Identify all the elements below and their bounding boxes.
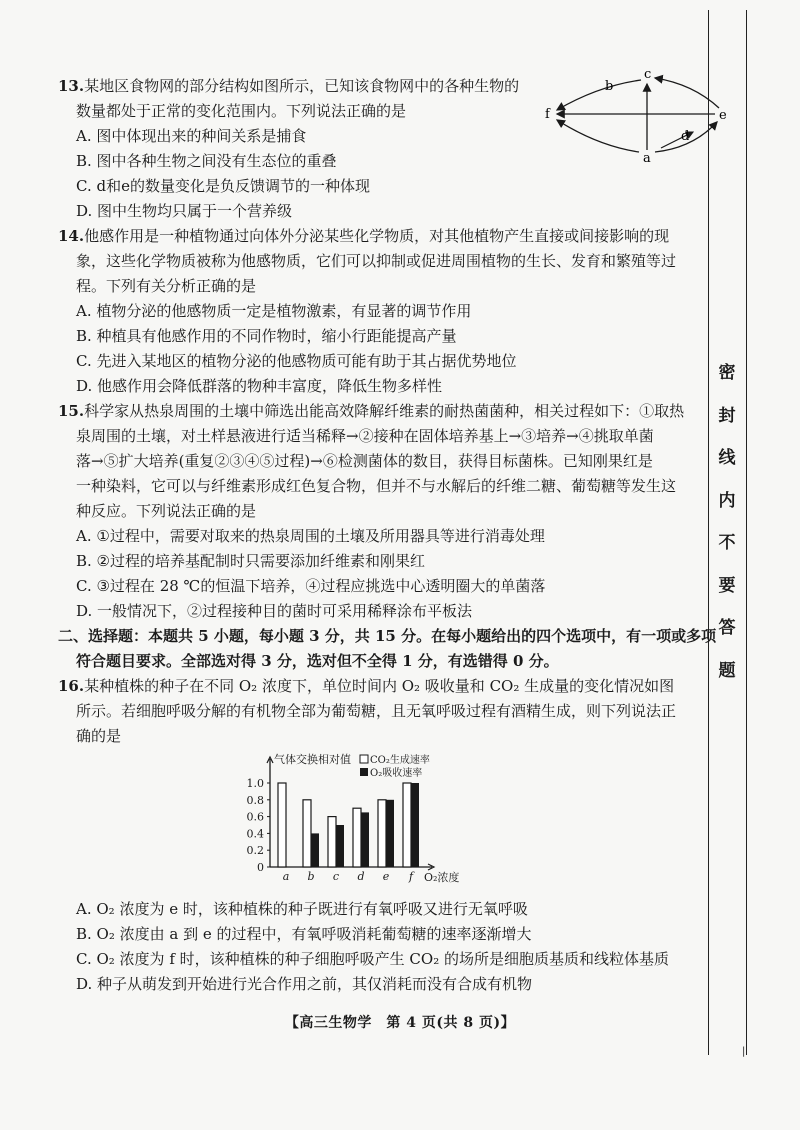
question-stem-line: 确的是 <box>76 727 122 745</box>
arrow-e-to-c <box>655 78 719 108</box>
node-c: c <box>644 68 652 82</box>
bar-o2-e <box>386 800 394 867</box>
option-b: B. O₂ 浓度由 a 到 e 的过程中，有氧呼吸消耗葡萄糖的速率逐渐增大 <box>76 925 532 943</box>
option-c: C. O₂ 浓度为 f 时，该种植株的种子细胞呼吸产生 CO₂ 的场所是细胞质基质和线粒体基质 <box>76 950 669 968</box>
legend-label-o2: O₂吸收速率 <box>370 768 423 779</box>
option-b: B. 图中各种生物之间没有生态位的重叠 <box>76 152 337 170</box>
question-stem-line: 14.他感作用是一种植物通过向体外分泌某些化学物质，对其他植物产生直接或间接影响的现 <box>58 227 670 245</box>
option-c: C. ③过程在 28 ℃的恒温下培养，④过程应挑选中心透明圈大的单菌落 <box>76 577 546 595</box>
option-d: D. 种子从萌发到开始进行光合作用之前，其仅消耗而没有合成有机物 <box>76 975 533 993</box>
corner-mark: | <box>742 1046 746 1057</box>
question-stem-line: 13.某地区食物网的部分结构如图所示，已知该食物网中的各种生物的 <box>58 77 520 95</box>
seal-char: 题 <box>718 660 736 681</box>
bar-chart <box>230 753 490 893</box>
legend-swatch-co2 <box>360 755 368 763</box>
question-stem-line: 数量都处于正常的变化范围内。下列说法正确的是 <box>76 102 407 120</box>
question-stem-line: 落→⑤扩大培养(重复②③④⑤过程)→⑥检测菌体的数目，获得目标菌株。已知刚果红是 <box>76 452 653 470</box>
question-stem-line: 种反应。下列说法正确的是 <box>76 502 257 520</box>
option-d: D. 一般情况下，②过程接种目的菌时可采用稀释涂布平板法 <box>76 602 473 620</box>
option-a: A. O₂ 浓度为 e 时，该种植株的种子既进行有氧呼吸又进行无氧呼吸 <box>76 900 528 918</box>
seal-char: 答 <box>718 618 736 638</box>
bar-co2-b <box>303 800 311 867</box>
seal-char: 内 <box>718 490 736 511</box>
question-number: 13. <box>58 77 85 95</box>
binding-line-left <box>708 10 709 1055</box>
question-stem-line: 象，这些化学物质被称为他感物质，它们可以抑制或促进周围植物的生长、发育和繁殖等过 <box>76 252 677 270</box>
question-stem-line: 15.科学家从热泉周围的土壤中筛选出能高效降解纤维素的耐热菌菌种，相关过程如下：①取热 <box>58 402 685 420</box>
option-a: A. 植物分泌的他感物质一定是植物激素，有显著的调节作用 <box>76 302 472 320</box>
chart-container <box>230 753 490 893</box>
arrow-a-to-f <box>557 120 639 152</box>
legend-swatch-o2 <box>360 768 368 776</box>
node-a: a <box>643 151 651 163</box>
question-13 <box>58 68 727 224</box>
bar-co2-e <box>378 800 386 867</box>
y-tick-label: 1.0 <box>246 777 264 790</box>
x-tick-label: f <box>408 870 414 883</box>
question-number: 16. <box>58 677 85 695</box>
option-a: A. ①过程中，需要对取来的热泉周围的土壤及所用器具等进行消毒处理 <box>76 527 545 545</box>
question-15 <box>58 399 685 624</box>
bar-o2-d <box>361 812 369 867</box>
seal-char: 封 <box>718 405 736 426</box>
y-tick-label: 0.8 <box>246 793 264 807</box>
option-d: D. 他感作用会降低群落的物种丰富度，降低生物多样性 <box>76 377 443 395</box>
seal-line-text <box>712 352 742 692</box>
question-stem-line: 一种染料，它可以与纤维素形成红色复合物，但并不与水解后的纤维二糖、葡萄糖等发生这 <box>76 477 677 495</box>
option-b: B. ②过程的培养基配制时只需要添加纤维素和刚果红 <box>76 552 426 570</box>
node-e: e <box>719 108 727 123</box>
question-stem-line: 泉周围的土壤，对土样悬液进行适当稀释→②接种在固体培养基上→③培养→④挑取单菌 <box>76 427 654 445</box>
section-heading: 二、选择题：本题共 5 小题，每小题 3 分，共 15 分。在每小题给出的四个选项中，有一项或多项 <box>58 627 717 645</box>
bar-co2-d <box>353 808 361 867</box>
y-axis-label: 气体交换相对值 <box>274 753 351 766</box>
question-stem-line: 16.某种植株的种子在不同 O₂ 浓度下，单位时间内 O₂ 吸收量和 CO₂ 生成量的变化情况如图 <box>58 677 675 695</box>
bar-o2-c <box>336 825 344 867</box>
question-stem-line: 所示。若细胞呼吸分解的有机物全部为葡萄糖，且无氧呼吸过程有酒精生成，则下列说法正 <box>76 702 677 720</box>
x-tick-label: b <box>307 870 315 883</box>
seal-char: 密 <box>718 363 736 383</box>
option-c: C. d和e的数量变化是负反馈调节的一种体现 <box>76 177 370 195</box>
x-tick-label: d <box>357 870 365 883</box>
seal-char: 线 <box>718 448 736 468</box>
bar-co2-c <box>328 817 336 867</box>
question-16 <box>58 674 677 997</box>
seal-char: 不 <box>718 533 736 553</box>
option-b: B. 种植具有他感作用的不同作物时，缩小行距能提高产量 <box>76 327 457 345</box>
bar-o2-f <box>411 783 419 867</box>
option-d: D. 图中生物均只属于一个营养级 <box>76 202 293 220</box>
bar-o2-b <box>311 833 319 867</box>
option-c: C. 先进入某地区的植物分泌的他感物质可能有助于其占据优势地位 <box>76 352 517 370</box>
node-d: d <box>681 129 690 144</box>
legend-label-co2: CO₂生成速率 <box>370 755 430 766</box>
y-tick-label: 0 <box>257 861 264 874</box>
x-axis-label: O₂浓度 <box>424 871 460 884</box>
x-tick-label: e <box>382 870 390 883</box>
y-tick-label: 0.4 <box>246 827 264 841</box>
bar-co2-a <box>278 783 286 867</box>
seal-char: 要 <box>718 575 736 596</box>
x-tick-label: a <box>282 870 290 883</box>
question-number: 15. <box>58 402 85 420</box>
arrow-c-to-f <box>557 80 641 110</box>
question-14 <box>58 224 677 399</box>
question-stem-line: 程。下列有关分析正确的是 <box>76 277 257 295</box>
question-number: 14. <box>58 227 85 245</box>
food-web-diagram <box>543 68 733 163</box>
bar-co2-f <box>403 783 411 867</box>
option-a: A. 图中体现出来的种间关系是捕食 <box>76 127 307 145</box>
binding-line-right <box>746 10 747 1055</box>
exam-content <box>58 68 727 997</box>
page-footer: 【高三生物学 第 4 页(共 8 页)】 <box>284 1015 516 1031</box>
node-f: f <box>545 107 550 122</box>
y-tick-label: 0.2 <box>246 844 264 858</box>
y-tick-label: 0.6 <box>246 810 264 824</box>
node-b: b <box>605 79 614 94</box>
section-heading-cont: 符合题目要求。全部选对得 3 分，选对但不全得 1 分，有选错得 0 分。 <box>76 652 559 670</box>
x-tick-label: c <box>332 870 340 883</box>
